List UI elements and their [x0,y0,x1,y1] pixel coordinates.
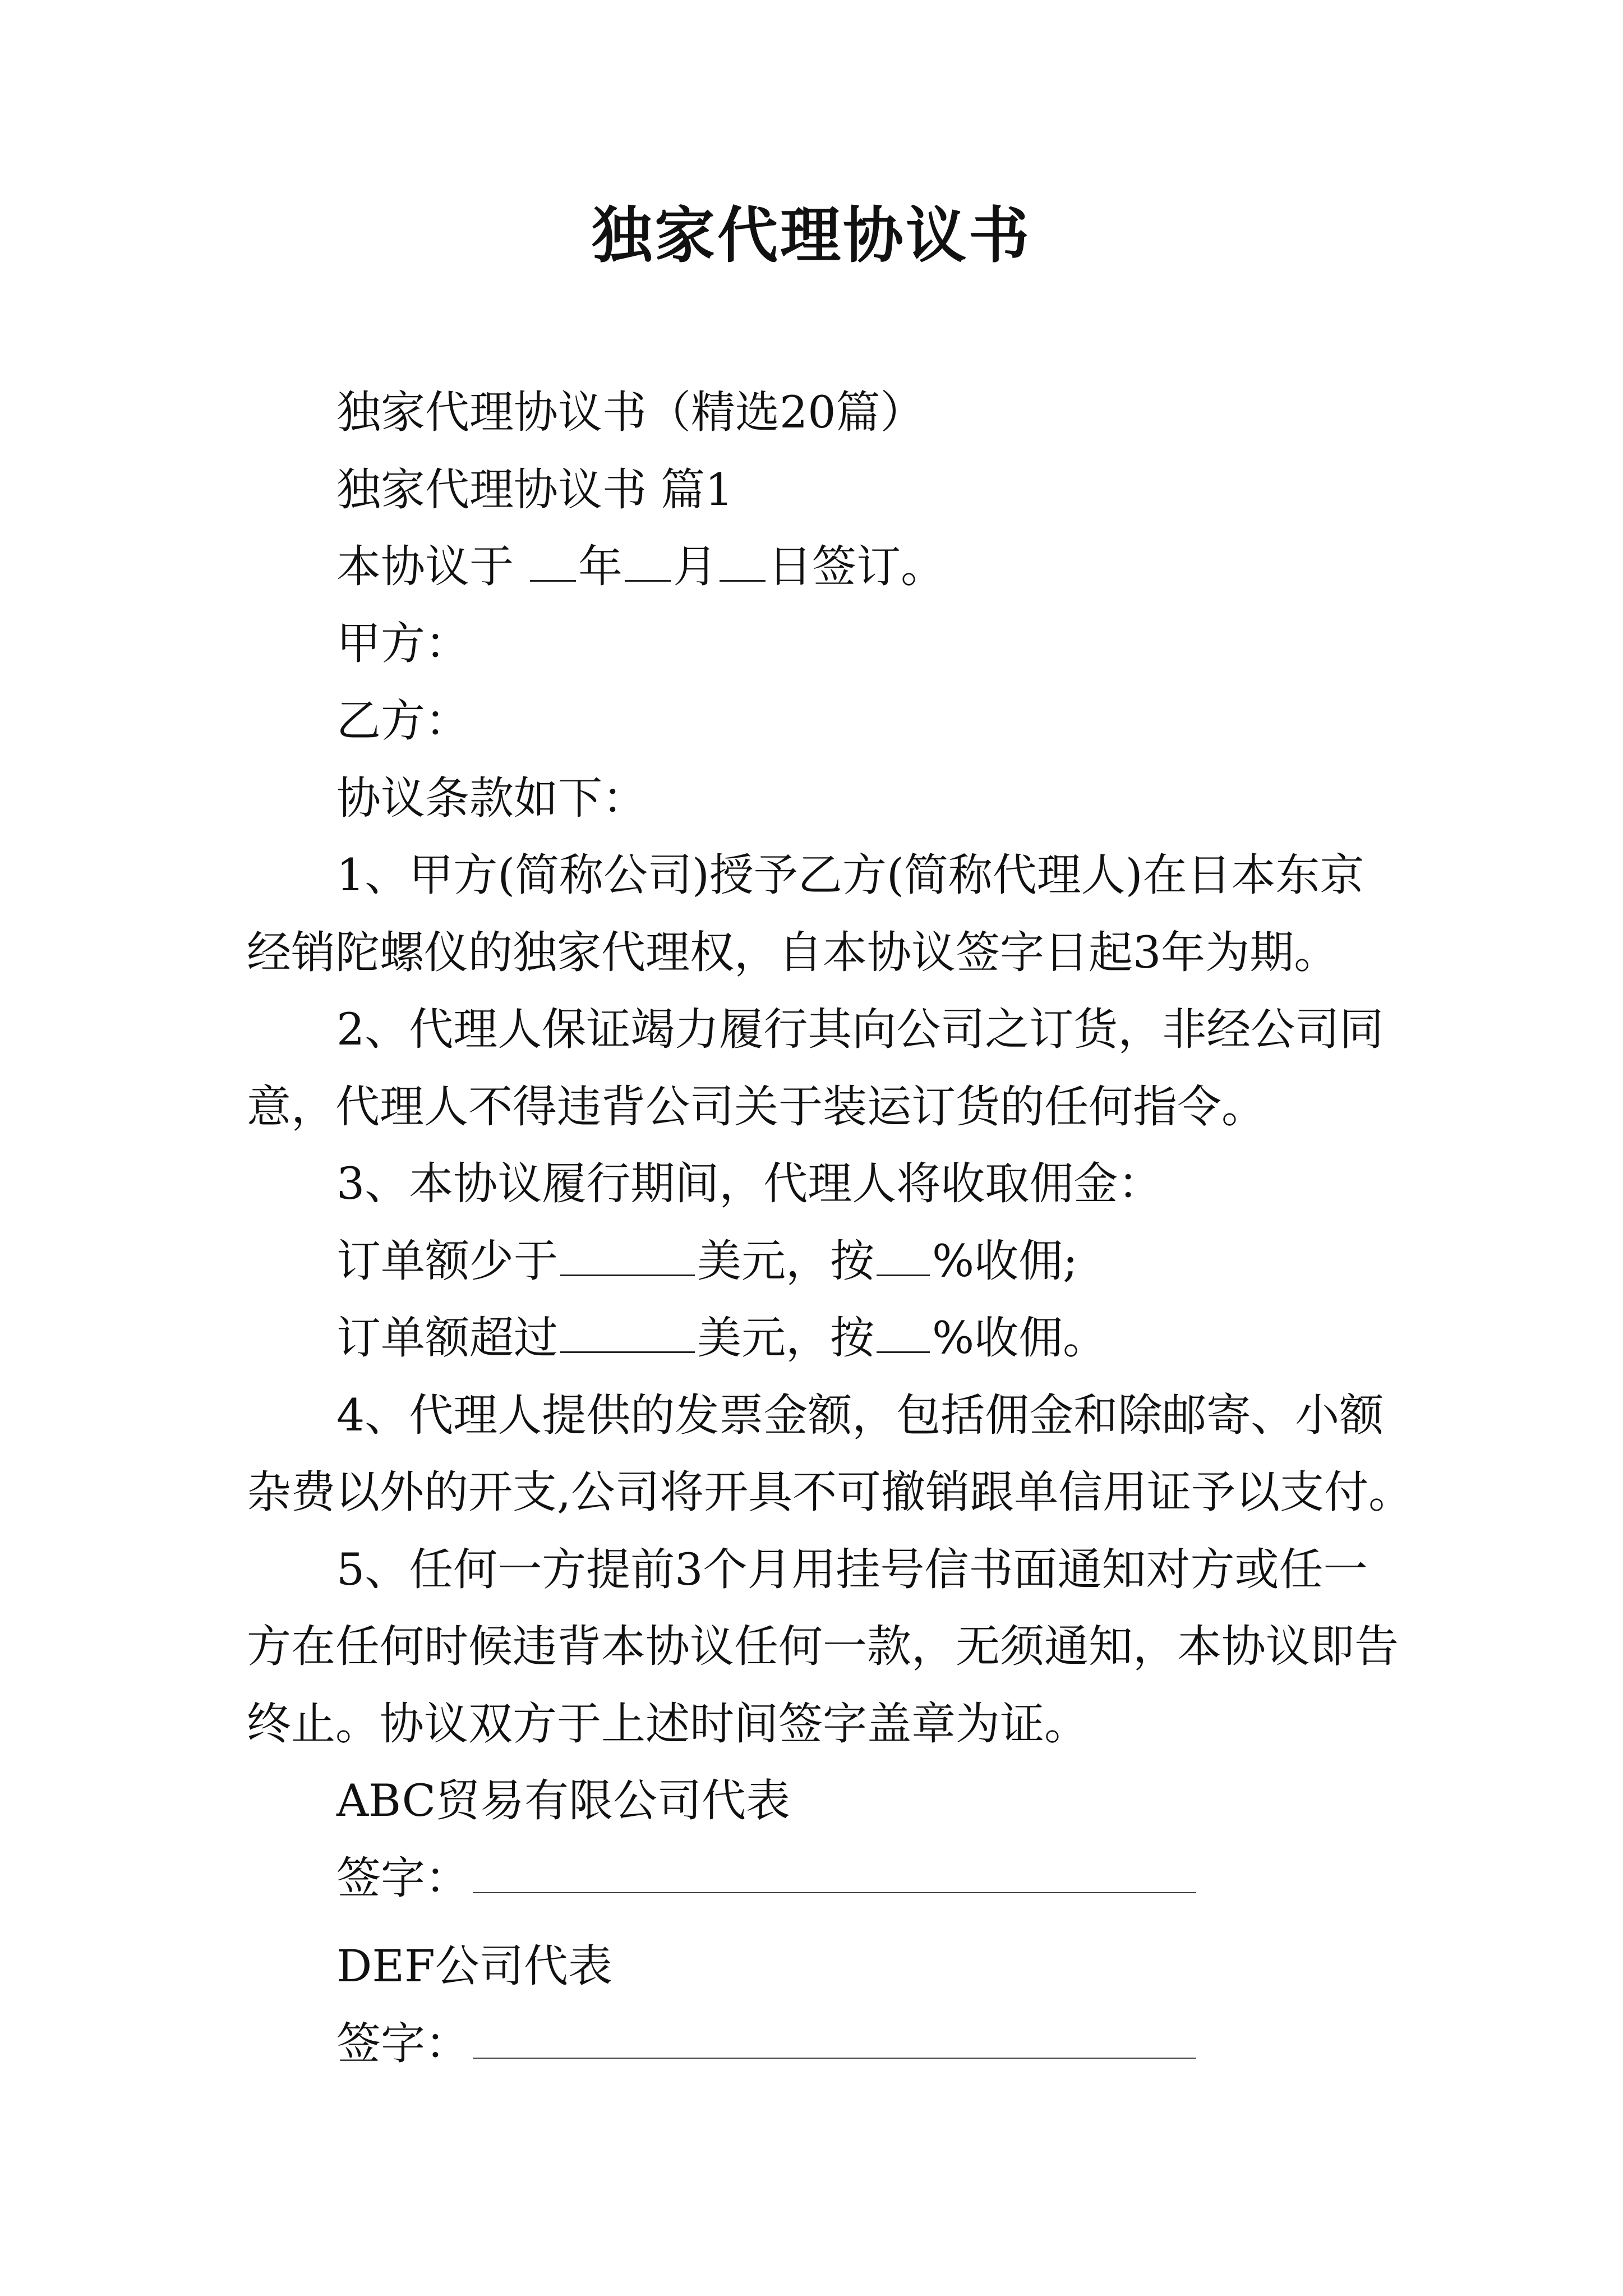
month-label: 月 [673,541,718,592]
party-a-label: 甲方： [336,618,469,669]
signatory-2-company-text: DEF公司代表 [336,1940,612,1992]
collection-title [336,381,925,443]
signatory-1-company-text: ABC贸易有限公司代表 [336,1775,791,1826]
signatory-2-signature-line [336,2013,1196,2074]
clause-2-line-1 [336,999,1384,1060]
tier-1-prefix: 订单额少于 [336,1235,558,1287]
signatory-1-company [336,1770,790,1832]
tier-2-suffix: %收佣。 [932,1312,1108,1364]
tier-1-middle: 美元，按 [697,1235,874,1287]
tier-2-prefix: 订单额超过 [336,1312,558,1364]
clause-4-text-2: 杂费以外的开支,公司将开具不可撤销跟单信用证予以支付。 [247,1466,1413,1518]
tier-1-amount-blank [560,1235,695,1276]
signatory-1-sign-label: 签字： [336,1852,469,1904]
party-a-line [336,613,469,674]
clause-5-text-3: 终止。协议双方于上述时间签字盖章为证。 [247,1698,1089,1750]
clause-2-text-1: 2、代理人保证竭力履行其向公司之订货，非经公司同 [336,1004,1384,1055]
clause-4-line-1 [336,1384,1384,1446]
clause-1-line-2 [247,922,1338,983]
month-blank [625,541,671,582]
clause-5-line-1 [336,1539,1368,1600]
signatory-1-signature-line [336,1847,1196,1909]
clause-3-text-1: 3、本协议履行期间，代理人将收取佣金： [336,1158,1163,1209]
clause-5-line-3 [247,1693,1089,1755]
day-blank [720,541,766,582]
clause-1-text-2: 经销陀螺仪的独家代理权，自本协议签字日起3年为期。 [247,927,1339,978]
tier-2-middle: 美元，按 [697,1312,874,1364]
signing-date-line [336,536,945,597]
clause-3-line-1 [336,1153,1162,1214]
clause-1-text-1: 1、甲方(简称公司)授予乙方(简称代理人)在日本东京 [336,849,1364,901]
party-b-line [336,690,469,752]
clause-2-text-2: 意，代理人不得违背公司关于装运订货的任何指令。 [247,1081,1266,1133]
year-blank [530,541,576,582]
signatory-2-sign-label: 签字： [336,2018,469,2069]
tier-1-percent-blank [877,1235,930,1276]
terms-intro-text: 协议条款如下： [336,772,647,824]
document-title: 独家代理协议书 [591,200,1031,271]
year-label: 年 [578,541,623,592]
section-heading-text: 独家代理协议书 篇1 [336,464,734,516]
clause-5-text-2: 方在任何时候违背本协议任何一款，无须通知，本协议即告 [247,1621,1399,1672]
commission-tier-2 [336,1307,1107,1369]
collection-title-text: 独家代理协议书（精选20篇） [336,386,925,438]
clause-5-line-2 [247,1616,1399,1677]
tier-2-percent-blank [877,1312,930,1353]
signatory-2-company [336,1935,612,1997]
party-b-label: 乙方： [336,695,469,747]
terms-intro [336,767,647,829]
clause-4-text-1: 4、代理人提供的发票金额，包括佣金和除邮寄、小额 [336,1389,1384,1441]
clause-4-line-2 [247,1461,1413,1523]
clause-2-line-2 [247,1076,1266,1138]
tier-2-amount-blank [560,1312,695,1353]
signatory-1-signature-blank [473,1853,1196,1893]
day-label: 日签订。 [768,541,946,592]
signatory-2-signature-blank [473,2018,1196,2059]
tier-1-suffix: %收佣; [932,1235,1078,1287]
signing-date-prefix: 本协议于 [336,541,528,592]
commission-tier-1 [336,1230,1078,1292]
clause-5-text-1: 5、任何一方提前3个月用挂号信书面通知对方或任一 [336,1544,1368,1595]
clause-1-line-1 [336,844,1364,906]
section-heading [336,459,733,521]
